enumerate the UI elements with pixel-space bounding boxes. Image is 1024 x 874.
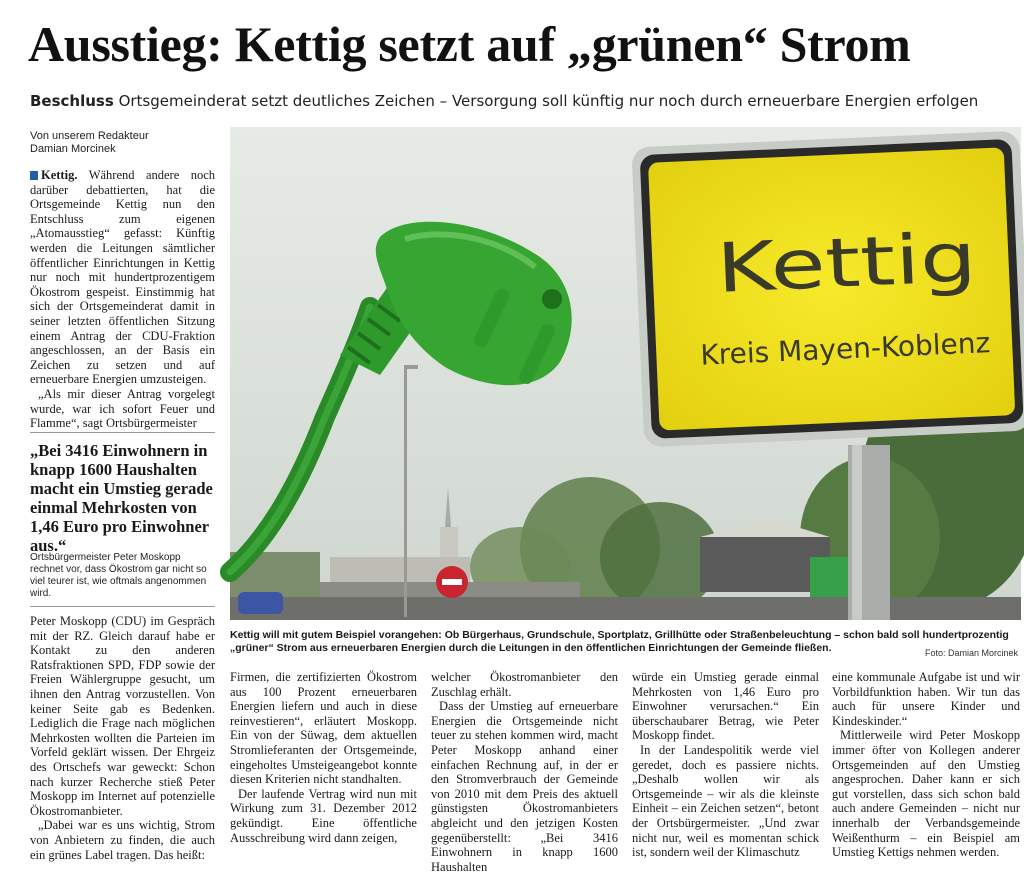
column-5-text bbox=[832, 670, 1020, 858]
subline-text: Ortsgemeinderat setzt deutliches Zeichen – Versorgung soll künftig nur noch durch erneuerbare Energien erfolgen bbox=[118, 92, 979, 110]
column-4-text bbox=[632, 670, 819, 858]
subline-kicker: Beschluss bbox=[30, 92, 114, 110]
column-3-paragraph-2: Dass der Umstieg auf erneuerbare Energien die Ortsgemeinde nicht teuer zu stehen kommen wird, macht Peter Moskopp anhand einer einfachen Rechnung auf, in der er den Stromverbrauch der Gemeinde von 2010 mit dem Preis des aktuell günstigsten Ökostromanbieters abgleicht und den jetzigen Kosten gegenüberstellt: „Bei 3416 Einwohnern in knapp 1600 Haushalten bbox=[431, 699, 618, 874]
column-1-paragraph-1: Peter Moskopp (CDU) im Gespräch mit der RZ. Gleich darauf habe er Kontakt zu den anderen Ratsfraktionen SPD, FDP sowie der Freien Wählergruppe gesucht, um ihnen den Antrag vorzustellen. Von keiner Seite gab es Bedenken. Lediglich die Frage nach möglichen Mehrkosten wollten die Parteien im Vorfeld geklärt wissen. Der Ehrgeiz des Ortschefs war geweckt: Schon nach kurzer Recherche stieß Peter Moskopp im Internet auf potenzielle Ökostromanbieter. bbox=[30, 614, 215, 818]
divider bbox=[30, 606, 215, 607]
column-1-text bbox=[30, 614, 215, 862]
article-photo bbox=[230, 127, 1021, 620]
section-marker-icon bbox=[30, 171, 38, 180]
sign-district-name: Kreis Mayen-Koblenz bbox=[699, 326, 991, 372]
byline bbox=[30, 130, 220, 156]
dateline: Kettig. bbox=[41, 168, 78, 182]
byline-author: Damian Morcinek bbox=[30, 143, 116, 155]
column-5-paragraph-2: Mittlerweile wird Peter Moskopp immer öfter von Kollegen anderer Ortsgemeinden auf den Umstieg angesprochen. Daher kann er sich gut vorstellen, dass sich schon bald auch andere Gemeinden – nicht nur innerhalb der Verbandsgemeinde Weißenthurm – ein Beispiel am Umstieg Kettigs nehmen werden. bbox=[832, 728, 1020, 860]
column-5-paragraph-1: eine kommunale Aufgabe ist und wir Vorbildfunktion haben. Wir tun das auch für unsere Kinder und Kindeskinder.“ bbox=[832, 670, 1020, 728]
lead-text bbox=[30, 168, 215, 431]
headline: Ausstieg: Kettig setzt auf „grünen“ Strom bbox=[28, 16, 911, 72]
column-4-paragraph-2: In der Landespolitik werde viel geredet, doch es passiere nichts. „Deshalb wollen wir als Ortsgemeinde – wir als die kleinste Einheit – ein Zeichen setzen“, betont der Ortsbürgermeister. „Und zwar nicht nur, weil es momentan schick ist, sondern weil der Klimaschutz bbox=[632, 742, 819, 860]
lead-paragraph-2: „Als mir dieser Antrag vorgelegt wurde, war ich sofort Feuer und Flamme“, sagt Ortsbürgermeister bbox=[30, 386, 215, 431]
column-3-paragraph-1: welcher Ökostromanbieter den Zuschlag erhält. bbox=[431, 670, 618, 699]
subline bbox=[30, 90, 978, 112]
column-2-paragraph-2: Der laufende Vertrag wird nun mit Wirkung zum 31. Dezember 2012 gekündigt. Eine öffentliche Ausschreibung wird dann zeigen, bbox=[230, 786, 417, 845]
column-2-paragraph-1: Firmen, die zertifizierten Ökostrom aus 100 Prozent erneuerbaren Energien liefern und auch in diese reinvestieren“, erläutert Moskopp. Ein von der Süwag, dem aktuellen Stromlieferanten der Ortsgemeinde, eingeholtes Umsteigeangebot konnte diesen Kriterien nicht standhalten. bbox=[230, 670, 417, 787]
column-2-text bbox=[230, 670, 417, 858]
photo-credit: Foto: Damian Morcinek bbox=[925, 648, 1019, 658]
column-1-paragraph-2: „Dabei war es uns wichtig, Strom von Anbietern zu finden, die auch ein grünes Label tragen. Das heißt: bbox=[30, 818, 215, 862]
photo-caption: Kettig will mit gutem Beispiel vorangehen: Ob Bürgerhaus, Grundschule, Sportplatz, Grillhütte oder Straßenbeleuchtung – schon bald soll hundertprozentig „grüner“ Strom aus erneuerbaren Energien durch die Leitungen in den öffentlichen Einrichtungen der Gemeinde fließen. bbox=[230, 629, 1009, 654]
byline-line1: Von unserem Redakteur bbox=[30, 130, 149, 142]
divider bbox=[30, 432, 215, 433]
pull-quote-attribution: Ortsbürgermeister Peter Moskopp rechnet vor, dass Ökostrom gar nicht so viel teurer ist, wie oftmals angenommen wird. bbox=[30, 552, 207, 599]
pull-quote: „Bei 3416 Einwohnern in knapp 1600 Haushalten macht ein Umstieg gerade einmal Mehrkosten von 1,46 Euro pro Einwohner aus.“ bbox=[30, 441, 213, 555]
column-3-text bbox=[431, 670, 618, 874]
column-4-paragraph-1: würde ein Umstieg gerade einmal Mehrkosten von 1,46 Euro pro Einwohner verursachen.“ Ein überschaubarer Betrag, wie Peter Moskopp findet. bbox=[632, 670, 819, 743]
lead-paragraph-1: Während andere noch darüber debattierten, hat die Ortsgemeinde Kettig nun den Entschluss zum eigenen „Atomausstieg“ gefasst: Künftig werden die Leitungen sämtlicher öffentlicher Einrichtungen in Kettig nur noch mit hundertprozentigem Ökostrom gespeist. Einstimmig hat sich der Ortsgemeinderat damit in seiner letzten öffentlichen Sitzung einem Antrag der CDU-Fraktion angeschlossen, an der Basis ein Zeichen zu setzen und auf erneuerbare Energien umzusteigen. bbox=[30, 168, 215, 387]
sign-town-name: Kettig bbox=[714, 221, 917, 309]
